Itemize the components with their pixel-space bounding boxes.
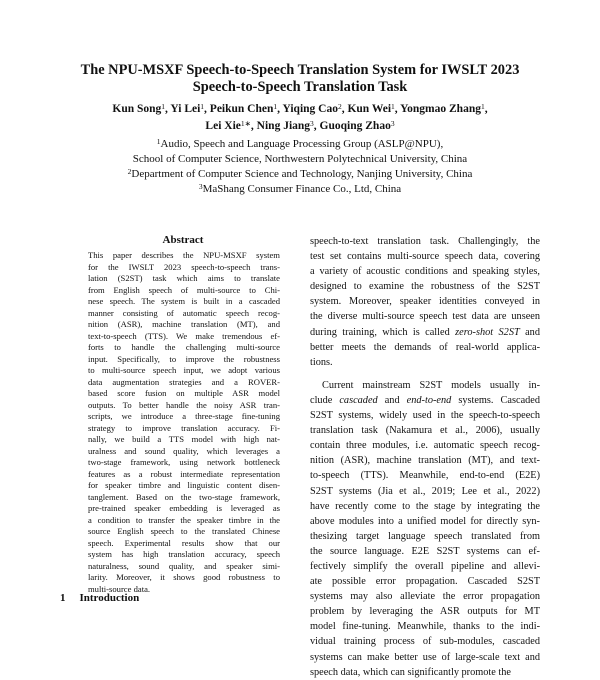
affiliation-line: $^2$Department of Computer Science and Technology, Nanjing University, China [127,167,473,180]
abstract-line: speech. Experimental results show that our [88,537,280,548]
text-run: speech data, which can significantly promote the [310,666,512,678]
abstract-line: outputs. To better handle the noisy ASR tran- [88,399,280,410]
paper-title-line-1: The NPU-MSXF Speech-to-Speech Translation System for IWSLT 2023 [80,62,520,78]
text-run: systems may also alleviate the error propagation [310,591,540,603]
author-name: Kun Wei [347,103,392,115]
text-run: ate possible error propagation. Cascaded S2ST [310,576,540,588]
author-name: Yongmao Zhang [400,103,481,115]
abstract-line: a condition to transfer the speaker timbre in the [88,514,280,525]
author-affiliation-mark: 1 [273,102,278,111]
abstract-line: manner consisting of automatic speech recog- [88,307,280,318]
author-affiliation-mark: 1∗ [240,119,251,128]
text-run: S2ST systems (Jia et al., 2019; Lee et al., 2022) [310,485,540,497]
abstract-line: forts to handle the challenging multi-source [88,342,280,352]
abstract-line: two-stage framework, using network bottleneck [88,457,280,467]
text-run: thesizing target language speech translated from [310,530,540,542]
abstract-line: uralness and sound quality, which leverages a [88,445,280,456]
body-text-line [310,665,540,680]
abstract-line: nese speech. The system is built in a cascaded [88,296,280,306]
body-text-line [310,514,540,529]
text-run: model fine-tuning. Meanwhile, thanks to the indi- [310,621,540,633]
body-text-line [310,264,540,279]
body-text-line [310,604,540,619]
abstract-line: lation (S2ST) task which aims to translate [88,273,280,283]
body-text-line [310,619,540,634]
abstract-line: for the IWSLT 2023 speech-to-speech trans- [88,261,280,272]
author-affiliation-mark: 1 [480,102,485,111]
text-run: translation task (Nakamura et al., 2006), usually [310,425,540,437]
text-run: the source language. E2E S2ST systems can ef- [310,545,540,557]
text-run: nition (ASR), machine translation (MT), and text- [310,455,540,467]
abstract-line: This paper describes the NPU-MSXF system [88,250,280,260]
author-affiliation-mark: 1 [391,102,395,111]
text-run: Current mainstream S2ST models usually in- [322,379,540,391]
section-heading [60,592,139,604]
abstract-line: from English speech of multi-source to Chi- [88,284,280,295]
text-run: vidual training process of sub-modules, cascaded [310,636,540,648]
text-run: have recently come to the stage by integrating the [310,500,540,512]
body-text-line [310,294,540,309]
text-run: during training, which is called [310,326,456,338]
abstract-line: nally, we build a TTS model with high nat- [88,434,280,444]
abstract-line: input. Specifically, to improve the robustness [88,353,280,364]
body-text-line [310,544,540,559]
body-text-line [310,408,540,423]
body-text-line [310,574,540,589]
abstract-line: tanglement. Based on the two-stage framework, [88,491,280,502]
text-run: designed to examine the robustness of the S2ST [310,281,540,293]
emphasized-term: cascaded [339,394,378,406]
abstract-line: source English speech to the translated Chinese [88,526,280,536]
abstract-line: for speaker timbre and linguistic content disen- [88,480,280,490]
body-text-line [310,438,540,453]
text-run: problem by leveraging the ASR outputs for MT [310,606,540,618]
abstract-line: scripts, we introduce a three-stage fine-tuning [88,411,280,421]
author-list-line-2: Lei Xie$^{1∗}$, Ning Jiang$^3$, Guoqing Zhao$^3$ [205,119,395,132]
text-run: contain three modules, i.e. automatic speech recog- [310,440,540,452]
author-name: Guoqing Zhao [319,120,391,132]
body-text-line [310,234,540,249]
affiliation-line: $^3$MaShang Consumer Finance Co., Ltd, China [198,182,402,195]
emphasized-term: end-to-end [406,394,452,406]
body-text-line [310,393,540,408]
body-text-line [310,499,540,514]
text-run: and [519,326,540,338]
author-affiliation-mark: 3 [310,119,314,128]
author-affiliation-mark: 1 [161,102,166,111]
text-run: and [377,394,407,406]
abstract-body [88,250,280,595]
abstract-line: features as a robust intermediate representation [88,468,280,479]
abstract-line: text-to-speech (TTS). We make tremendous ef- [88,330,280,341]
abstract-line: multi-source data. [88,583,151,594]
abstract-line: pre-trained speaker embedding is leveraged as [88,503,280,513]
abstract-line: naturalness, sound quality, and speaker simi- [88,560,280,571]
text-run: speech-to-text translation task. Challengingly, the [310,236,540,247]
text-run: a variety of acoustic conditions and speaking styles, [310,266,540,278]
author-affiliation-mark: 2 [337,102,342,111]
body-text-line [310,559,540,574]
body-text-line [310,453,540,468]
body-text-line [310,249,540,264]
body-text-line [310,355,540,370]
text-run: tions. [310,356,333,368]
abstract-heading: Abstract [162,234,204,246]
author-name: Yiqing Cao [282,103,338,115]
text-run: system. Moreover, speaker identities conveyed in [310,296,540,308]
emphasized-term: zero-shot S2ST [455,326,520,338]
author-affiliation-mark: 3 [390,119,395,128]
body-text-line [310,279,540,294]
text-run: above modules into a unified model for directly syn- [310,515,540,527]
body-text-line [310,340,540,355]
body-text-line [310,529,540,544]
abstract-line: based score fusion on multiple ASR model [88,388,280,398]
author-affiliation-mark: 1 [200,102,205,111]
text-run: systems. Cascaded [451,394,541,406]
section-number: 1 [60,592,66,604]
text-run: better meets the demands of real-world applica- [310,341,540,353]
abstract-line: system has high translation accuracy, speech [88,549,280,559]
body-text-line [310,650,540,665]
body-text-line [310,634,540,649]
text-run: to-speech (TTS). Meanwhile, end-to-end (E2E) [310,470,540,482]
abstract-line: larity. Moreover, it shows good robustness to [88,572,280,582]
paper-title-line-2: Speech-to-Speech Translation Task [192,79,408,95]
text-run: S2ST systems, widely used in the speech-to-speech [310,410,540,422]
text-run: the diverse multi-source speech test data are unseen [310,311,540,323]
section-title: Introduction [79,592,140,604]
affiliation-line: School of Computer Science, Northwestern Polytechnical University, China [132,153,468,165]
abstract-line: to multi-source speech input, we adopt various [88,365,280,375]
body-text-line [310,468,540,483]
abstract-line: strategy to improve translation accuracy. Fi- [88,422,280,433]
author-name: Peikun Chen [209,103,274,115]
body-text-line [310,309,540,324]
text-run: clude [310,394,340,406]
author-name: Yi Lei [170,103,201,115]
text-run: test set contains multi-source speech data, covering [310,251,540,263]
abstract-line: data augmentation strategies and a ROVER- [88,376,280,387]
affiliation-line: $^1$Audio, Speech and Language Processing Group (ASLP@NPU), [156,137,444,150]
paragraph-gap [310,370,540,378]
text-run: fectively simplify the overall pipeline and allevi- [310,560,540,572]
body-text-line [310,484,540,499]
body-text-line [310,378,540,393]
body-text-line [310,325,540,340]
body-text-line [310,589,540,604]
author-name: Kun Song [112,103,162,115]
body-text-line [310,423,540,438]
author-list-line-1: Kun Song$^1$, Yi Lei$^1$, Peikun Chen$^1$, Yiqing Cao$^2$, Kun Wei$^1$, Yongmao Zhang$^1$, [112,102,488,115]
author-name: Lei Xie [205,120,241,132]
author-name: Ning Jiang [256,120,311,132]
body-text-right-column [310,234,540,680]
abstract-line: nition (ASR), machine translation (MT), and [88,319,280,329]
text-run: systems can make better use of large-scale text and [310,651,540,663]
